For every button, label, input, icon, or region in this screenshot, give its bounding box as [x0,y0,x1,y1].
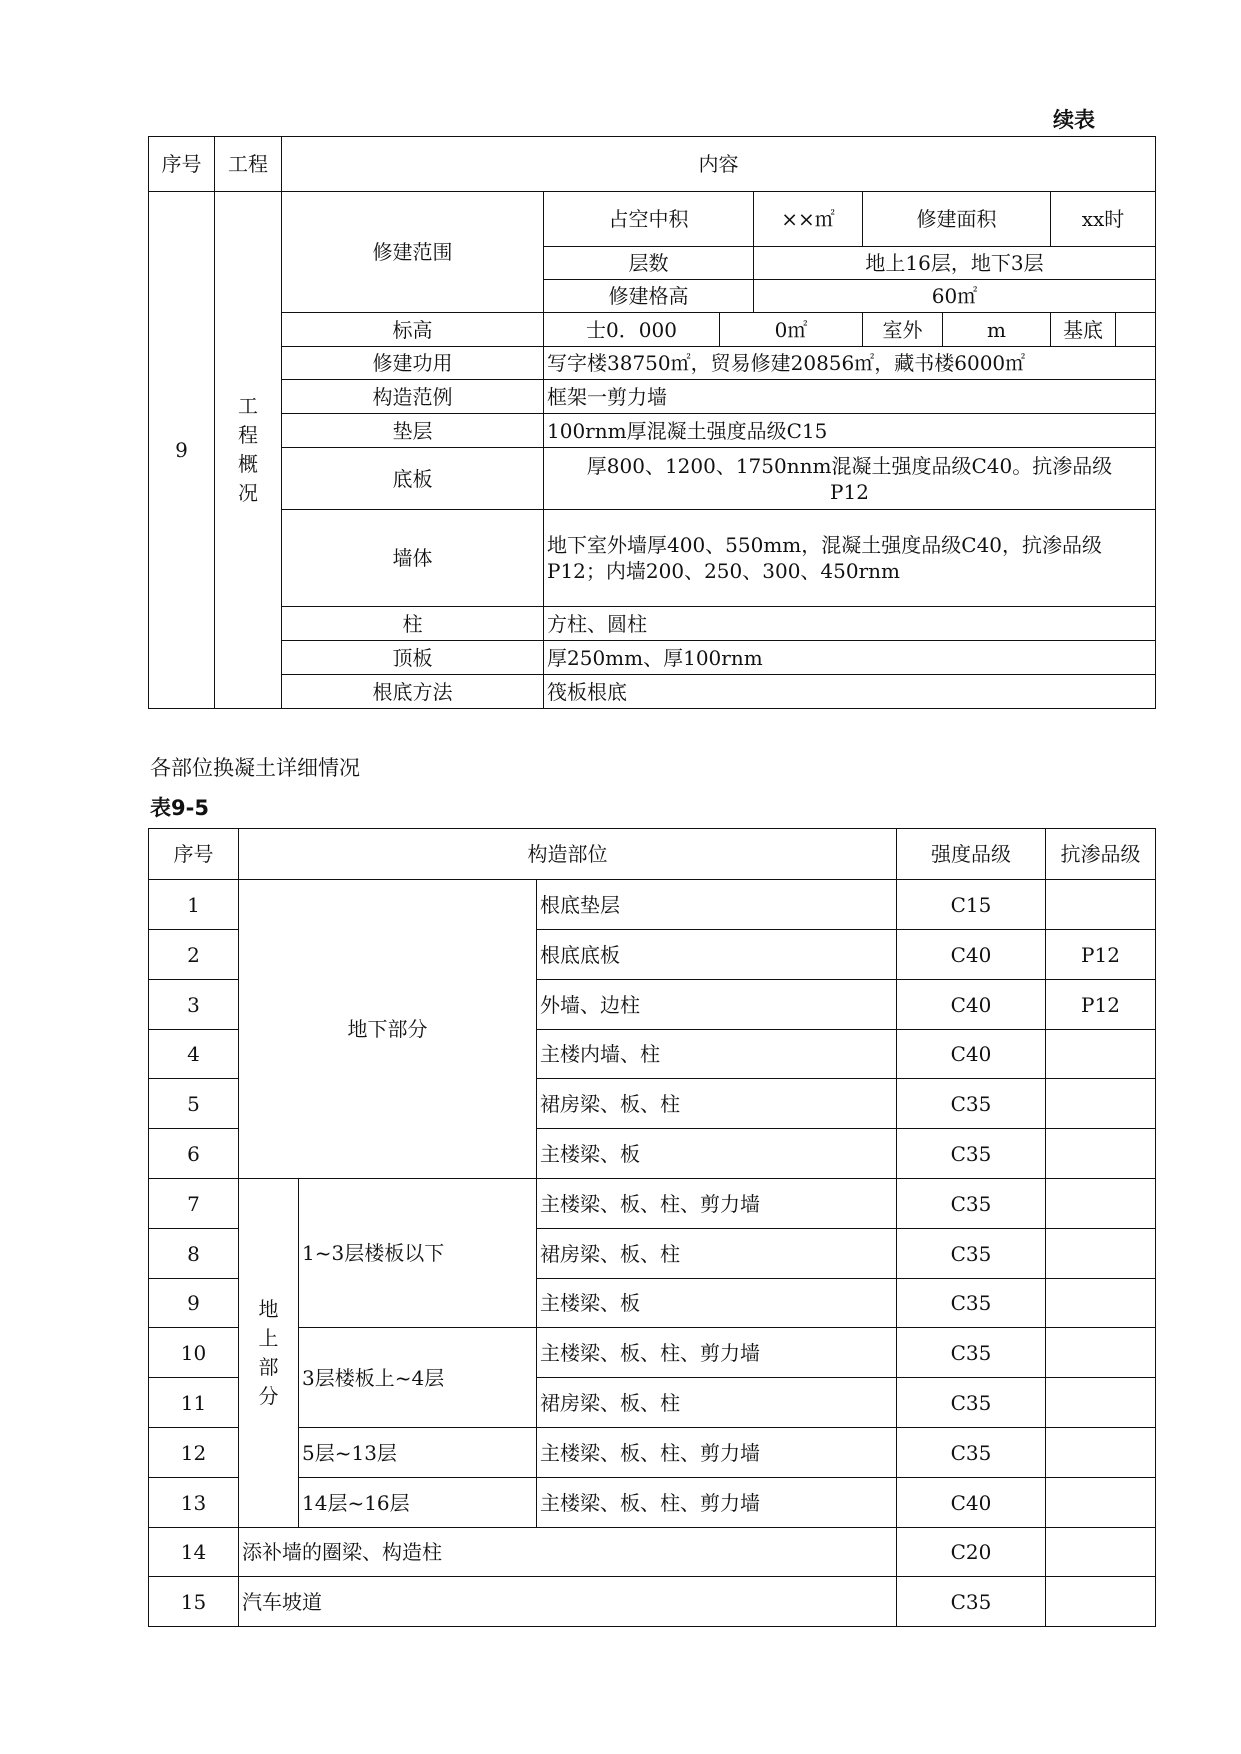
row-label: 柱 [282,607,544,641]
row-value [544,448,1156,510]
row-label: 根底方法 [282,675,544,709]
header-seepage: 抗渗品级 [1046,829,1156,880]
row-seepage [1046,1428,1156,1478]
row-strength: C35 [897,1129,1046,1179]
row-seepage [1046,1179,1156,1229]
info-row [149,607,1156,641]
row-label: 修建功用 [282,347,544,380]
height-label: 修建格高 [544,280,754,313]
table-row [149,1428,1156,1478]
row-value: 厚250mm、厚100rnm [544,641,1156,675]
row-strength: C15 [897,880,1046,930]
table2-header-row [149,829,1156,880]
row-value-line: P12 [830,479,869,504]
row-seepage [1046,1129,1156,1179]
row-strength: C35 [897,1577,1046,1627]
category-char: 程 [238,423,258,447]
row-seq: 12 [149,1428,239,1478]
row-part: 裙房梁、板、柱 [537,1229,897,1279]
elevation-base-value [1116,313,1156,347]
floors-label: 层数 [544,247,754,280]
subgroup-2: 3层楼板上~4层 [299,1328,537,1428]
row-seq: 4 [149,1030,239,1079]
row-part: 主楼梁、板、柱、剪力墙 [537,1478,897,1528]
scope-label: 修建范围 [282,192,544,313]
subgroup-1: 1~3层楼板以下 [299,1179,537,1328]
row-value: 框架一剪力墙 [544,380,1156,414]
row-part: 裙房梁、板、柱 [537,1079,897,1129]
elevation-outdoor: 室外 [863,313,943,347]
info-row [149,380,1156,414]
row-strength: C35 [897,1179,1046,1229]
section-title: 各部位换凝土详细情况 [150,756,360,780]
table-row [149,1179,1156,1229]
elevation-label: 标高 [282,313,544,347]
row-seepage [1046,1478,1156,1528]
height-value: 60㎡ [754,280,1156,313]
header-content: 内容 [282,137,1156,192]
row-seepage [1046,1030,1156,1079]
header-strength: 强度品级 [897,829,1046,880]
elevation-v2: 0㎡ [720,313,863,347]
table-row [149,1478,1156,1528]
row-strength: C35 [897,1229,1046,1279]
category-char: 工 [238,394,258,418]
row-seepage [1046,1577,1156,1627]
group-aboveground [239,1179,299,1528]
row-strength: C40 [897,930,1046,980]
group-char: 上 [258,1326,279,1350]
info-row [149,448,1156,510]
subgroup-4: 14层~16层 [299,1478,537,1528]
row-part: 主楼内墙、柱 [537,1030,897,1079]
row-seq: 5 [149,1079,239,1129]
row-part: 裙房梁、板、柱 [537,1378,897,1428]
row-value-line: 地下室外墙厚400、550mm，混凝土强度品级C40，抗渗品级 [547,533,1103,557]
row-seepage [1046,1279,1156,1328]
row-value: 100rnm厚混凝土强度品级C15 [544,414,1156,448]
row-value: 写字楼38750㎡，贸易修建20856㎡，藏书楼6000㎡ [544,347,1156,380]
group-underground: 地下部分 [239,880,537,1179]
area-label: 占空中积 [544,192,754,247]
elevation-row [149,313,1156,347]
row-seq: 11 [149,1378,239,1428]
row-seq: 14 [149,1528,239,1577]
row-part: 根底底板 [537,930,897,980]
info-row [149,510,1156,607]
area-value: ××㎡ [754,192,863,247]
group-char: 分 [258,1384,279,1408]
info-row [149,414,1156,448]
header-seq: 序号 [149,137,215,192]
row-label: 构造范例 [282,380,544,414]
row-strength: C35 [897,1079,1046,1129]
header-part: 构造部位 [239,829,897,880]
row-part: 汽车坡道 [239,1577,897,1627]
row-strength: C35 [897,1328,1046,1378]
row-seepage [1046,1378,1156,1428]
row-strength: C35 [897,1378,1046,1428]
table-row [149,1577,1156,1627]
header-seq: 序号 [149,829,239,880]
elevation-value: 士0．000 [544,313,720,347]
row-value [544,510,1156,607]
elevation-unit: m [943,313,1051,347]
row-seepage [1046,880,1156,930]
table-row [149,1328,1156,1378]
table-caption: 表9-5 [150,796,209,820]
row-part: 主楼梁、板 [537,1129,897,1179]
row-label: 墙体 [282,510,544,607]
row-part: 主楼梁、板、柱、剪力墙 [537,1428,897,1478]
header-project: 工程 [215,137,282,192]
continuation-label: 续表 [1053,108,1095,132]
category-char: 况 [238,481,258,505]
build-area-label: 修建面积 [863,192,1051,247]
row-seq: 2 [149,930,239,980]
scope-row-1 [149,192,1156,247]
row-seepage [1046,1528,1156,1577]
concrete-grade-table [148,828,1156,1627]
row-seq: 7 [149,1179,239,1229]
table-row [149,880,1156,930]
row-seq: 9 [149,1279,239,1328]
row-label: 底板 [282,448,544,510]
row-strength: C20 [897,1528,1046,1577]
row-strength: C35 [897,1428,1046,1478]
row-seepage [1046,1229,1156,1279]
table-row [149,1528,1156,1577]
floors-value: 地上16层，地下3层 [754,247,1156,280]
row-seq: 15 [149,1577,239,1627]
row-seq: 6 [149,1129,239,1179]
table1-header-row [149,137,1156,192]
row-seq: 8 [149,1229,239,1279]
subgroup-3: 5层~13层 [299,1428,537,1478]
build-area-value: xx时 [1051,192,1156,247]
seq-cell: 9 [149,192,215,709]
row-seq: 10 [149,1328,239,1378]
group-char: 地 [258,1297,279,1321]
row-strength: C35 [897,1279,1046,1328]
row-value: 筏板根底 [544,675,1156,709]
row-label: 垫层 [282,414,544,448]
row-value: 方柱、圆柱 [544,607,1156,641]
category-char: 概 [238,452,258,476]
row-part: 主楼梁、板、柱、剪力墙 [537,1328,897,1378]
category-cell [215,192,282,709]
row-seepage [1046,1328,1156,1378]
row-seepage [1046,1079,1156,1129]
row-label: 顶板 [282,641,544,675]
row-strength: C40 [897,1030,1046,1079]
info-row [149,675,1156,709]
row-part: 主楼梁、板、柱、剪力墙 [537,1179,897,1229]
row-part: 根底垫层 [537,880,897,930]
row-seq: 1 [149,880,239,930]
elevation-base: 基底 [1051,313,1116,347]
group-char: 部 [258,1355,279,1379]
row-value-line: 厚800、1200、1750nnm混凝土强度品级C40。抗渗品级 [586,453,1113,478]
row-seepage: P12 [1046,930,1156,980]
row-strength: C40 [897,1478,1046,1528]
row-part: 主楼梁、板 [537,1279,897,1328]
info-row [149,641,1156,675]
row-seq: 3 [149,980,239,1030]
project-overview-table [148,136,1156,709]
row-part: 添补墙的圈梁、构造柱 [239,1528,897,1577]
row-seq: 13 [149,1478,239,1528]
row-part: 外墙、边柱 [537,980,897,1030]
row-value-line: P12；内墙200、250、300、450rnm [547,559,901,583]
info-row [149,347,1156,380]
row-seepage: P12 [1046,980,1156,1030]
row-strength: C40 [897,980,1046,1030]
